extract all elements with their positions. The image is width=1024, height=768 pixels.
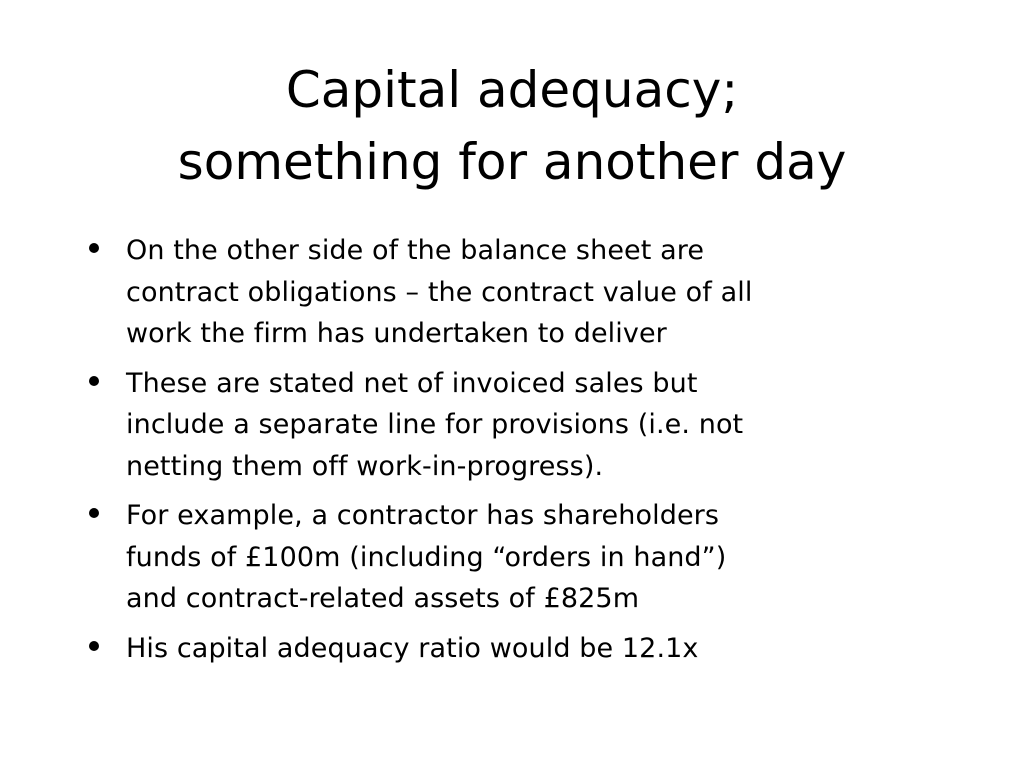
- bullet-text: [126, 628, 967, 670]
- bullet-line: netting them off work-in-progress).: [126, 450, 604, 482]
- bullet-text: [126, 363, 967, 488]
- bullet-dot-icon: [89, 376, 99, 386]
- bullet-dot-icon: [89, 243, 99, 253]
- bullet-line: include a separate line for provisions (i.e. not: [126, 409, 744, 440]
- bullet-line: For example, a contractor has shareholders: [126, 500, 720, 531]
- bullet-text: [126, 495, 967, 620]
- bullet-line: His capital adequacy ratio would be 12.1x: [126, 632, 699, 664]
- bullet-line: work the firm has undertaken to deliver: [126, 318, 667, 349]
- bullet-dot-icon: [89, 508, 99, 518]
- bullet-list: [87, 230, 967, 677]
- bullet-item: [87, 363, 967, 488]
- title-line: Capital adequacy;: [285, 61, 739, 119]
- bullet-line: contract obligations – the contract value of all: [126, 276, 753, 308]
- bullet-item: [87, 495, 967, 620]
- bullet-dot-icon: [89, 641, 99, 651]
- title-line: something for another day: [177, 133, 847, 191]
- bullet-item: [87, 230, 967, 355]
- bullet-item: [87, 628, 967, 670]
- slide-title: [60, 54, 964, 198]
- bullet-line: On the other side of the balance sheet are: [126, 235, 705, 266]
- bullet-line: funds of £100m (including “orders in hand”): [126, 541, 727, 573]
- bullet-text: [126, 230, 967, 355]
- bullet-line: These are stated net of invoiced sales but: [126, 367, 698, 399]
- bullet-line: and contract-related assets of £825m: [126, 583, 640, 614]
